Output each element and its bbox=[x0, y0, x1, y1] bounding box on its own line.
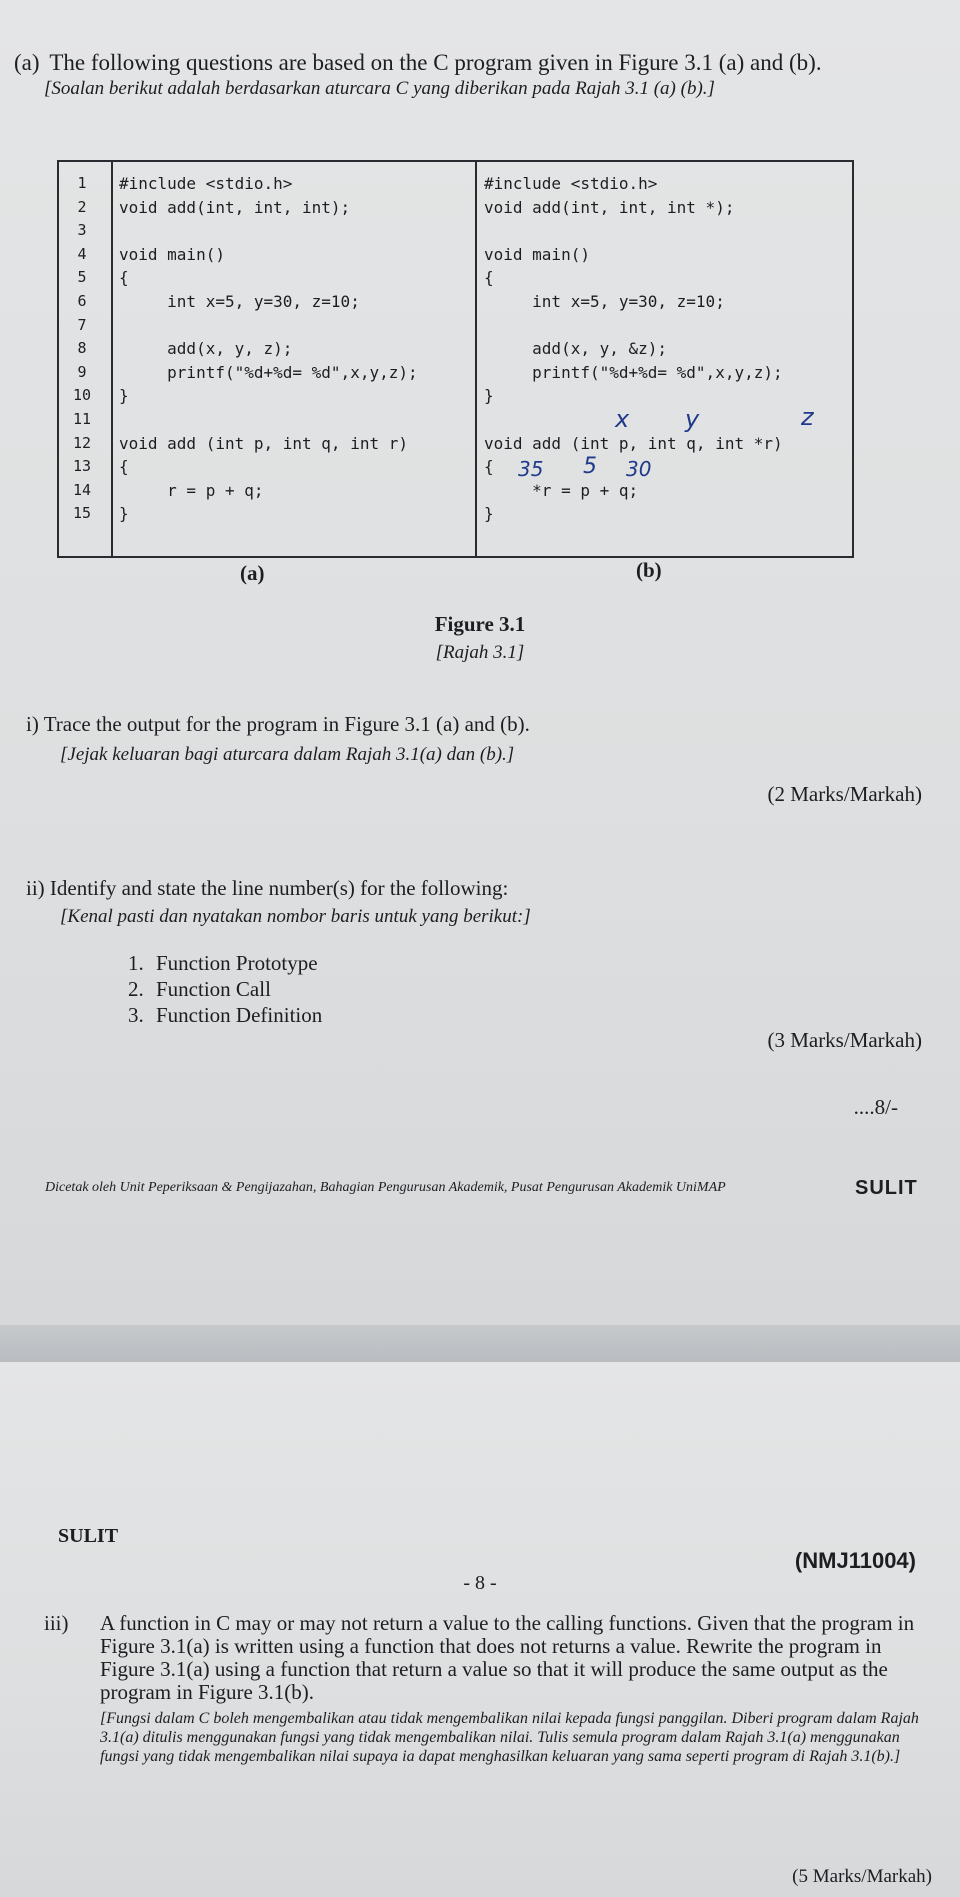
code-line-b: void add(int, int, int *); bbox=[484, 197, 735, 217]
question-iii-label: iii) bbox=[44, 1611, 69, 1635]
code-line-a: void add (int p, int q, int r) bbox=[119, 433, 408, 453]
question-ii-list bbox=[128, 950, 322, 1028]
handwritten-r-value: 35 bbox=[518, 457, 544, 481]
line-number: 8 bbox=[77, 339, 87, 358]
code-line-b: int x=5, y=30, z=10; bbox=[484, 292, 725, 311]
question-i-text: i) Trace the output for the program in Figure 3.1 (a) and (b). bbox=[26, 712, 530, 736]
code-line-a: void add(int, int, int); bbox=[119, 197, 351, 217]
line-number-divider bbox=[111, 162, 113, 556]
question-iii bbox=[44, 1612, 922, 1704]
code-line-a: } bbox=[119, 386, 129, 406]
list-item: 3. Function Definition bbox=[128, 1003, 323, 1027]
line-number: 9 bbox=[77, 362, 87, 381]
page-footer: Dicetak oleh Unit Peperiksaan & Pengijazahan, Bahagian Pengurusan Akademik, Pusat Pengurusan Akademik UniMAP bbox=[45, 1180, 726, 1195]
line-number: 6 bbox=[77, 292, 87, 310]
code-line-a: add(x, y, z); bbox=[119, 339, 293, 359]
code-line-b: } bbox=[484, 504, 494, 524]
code-line-a: r = p + q; bbox=[119, 480, 264, 500]
line-number: 11 bbox=[72, 410, 92, 428]
sulit-header: SULIT bbox=[58, 1525, 119, 1547]
page-number: - 8 - bbox=[463, 1572, 497, 1594]
question-i-text-ms: [Jejak keluaran bagi aturcara dalam Rajah 3.1(a) dan (b).] bbox=[60, 744, 515, 765]
code-line-b: } bbox=[484, 386, 494, 406]
code-line-a: printf("%d+%d= %d",x,y,z); bbox=[119, 362, 418, 382]
course-code: (NMJ11004) bbox=[794, 1548, 916, 1573]
code-line-b: { bbox=[484, 457, 494, 477]
question-ii-text: ii) Identify and state the line number(s) for the following: bbox=[26, 876, 509, 900]
handwritten-x: x bbox=[615, 405, 630, 433]
question-text-ms: [Soalan berikut adalah berdasarkan aturcara C yang diberikan pada Rajah 3.1 (a) (b).] bbox=[44, 78, 715, 99]
code-line-a: { bbox=[119, 268, 129, 288]
question-a-text bbox=[14, 49, 944, 77]
list-item: 2. Function Call bbox=[128, 977, 271, 1001]
question-iii-marks: (5 Marks/Markah) bbox=[792, 1866, 932, 1887]
line-number: 10 bbox=[72, 386, 92, 405]
handwritten-q-value: 30 bbox=[626, 457, 652, 481]
handwritten-y: y bbox=[685, 405, 700, 433]
line-number: 14 bbox=[72, 480, 92, 499]
line-number: 12 bbox=[72, 433, 92, 452]
code-line-b: printf("%d+%d= %d",x,y,z); bbox=[484, 362, 783, 382]
code-line-b: #include <stdio.h> bbox=[484, 174, 658, 193]
question-ii-text-ms: [Kenal pasti dan nyatakan nombor baris untuk yang berikut:] bbox=[60, 906, 531, 927]
line-number: 7 bbox=[77, 315, 87, 334]
figure-title: Figure 3.1 bbox=[434, 612, 526, 636]
line-number: 5 bbox=[77, 268, 87, 287]
code-line-b: { bbox=[484, 268, 494, 288]
line-number: 13 bbox=[72, 457, 92, 476]
question-iii-text: A function in C may or may not return a value to the calling functions. Given that the program in Figure 3.1(a) is written using a function that does not returns a value. Rewrite the program in Figure 3.1(a) using a function that return a value so that it will produce the same output as the program in Figure 3.1(b). bbox=[100, 1611, 915, 1704]
figure-label-a: (a) bbox=[240, 561, 265, 585]
code-line-b: *r = p + q; bbox=[484, 480, 639, 500]
handwritten-z: z bbox=[801, 403, 814, 431]
code-line-a: { bbox=[119, 457, 129, 477]
figure-label-b: (b) bbox=[636, 558, 662, 582]
code-line-a: #include <stdio.h> bbox=[119, 174, 293, 193]
line-number: 2 bbox=[77, 197, 87, 216]
line-number: 15 bbox=[72, 504, 92, 523]
code-line-b: add(x, y, &z); bbox=[484, 339, 668, 359]
code-line-b: void main() bbox=[484, 244, 590, 264]
question-i-marks: (2 Marks/Markah) bbox=[767, 782, 922, 806]
code-line-a: } bbox=[119, 504, 129, 524]
question-label: (a) bbox=[14, 50, 40, 75]
code-line-b: void add (int p, int q, int *r) bbox=[484, 433, 783, 453]
list-item: 1. Function Prototype bbox=[128, 951, 318, 975]
question-ii-marks: (3 Marks/Markah) bbox=[767, 1028, 922, 1052]
line-number: 4 bbox=[77, 244, 87, 263]
line-number: 1 bbox=[77, 174, 87, 192]
line-number: 3 bbox=[77, 221, 87, 240]
handwritten-p-value: 5 bbox=[583, 454, 597, 479]
question-text-en: The following questions are based on the C program given in Figure 3.1 (a) and (b). bbox=[49, 50, 822, 75]
sulit-stamp: SULIT bbox=[855, 1177, 918, 1199]
page-gap bbox=[0, 1325, 960, 1362]
column-divider bbox=[475, 162, 477, 556]
question-iii-text-ms: [Fungsi dalam C boleh mengembalikan atau tidak mengembalikan nilai kepada fungsi panggilan. Diberi program dalam Rajah 3.1(a) ditulis menggunakan fungsi yang tidak mengembalikan nilai. Tulis semula program dalam Rajah 3.1(a) menggunakan fungsi yang tidak mengembalikan nilai supaya ia dapat menghasilkan keluaran yang sama seperti program di Rajah 3.1(b).] bbox=[100, 1710, 919, 1765]
figure-title-ms: [Rajah 3.1] bbox=[435, 642, 525, 663]
code-line-a: void main() bbox=[119, 244, 225, 264]
code-line-a: int x=5, y=30, z=10; bbox=[119, 292, 360, 311]
continuation-marker: ....8/- bbox=[853, 1095, 898, 1119]
code-figure-table bbox=[57, 160, 854, 558]
